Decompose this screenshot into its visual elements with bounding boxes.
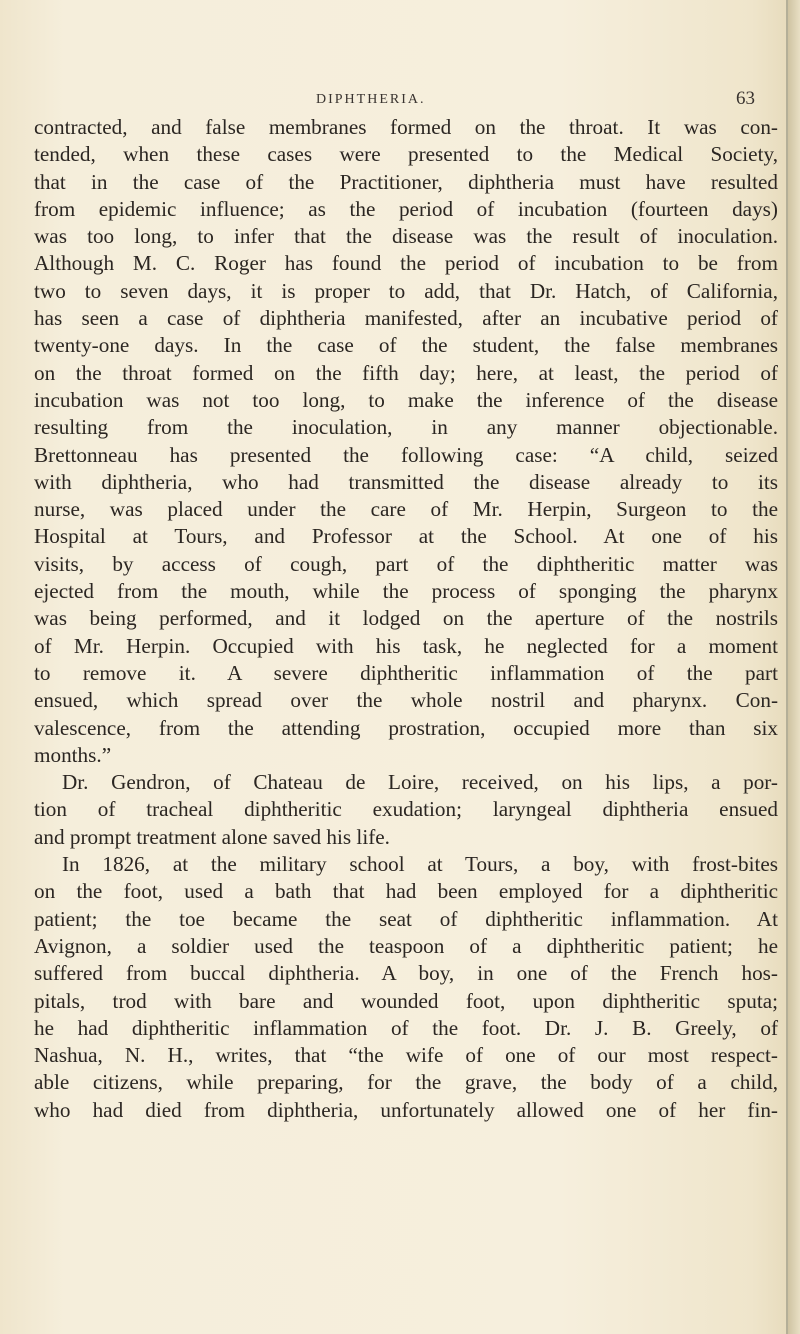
text-line: two to seven days, it is proper to add, that Dr. Hatch, of California, — [34, 278, 778, 303]
text-line: that in the case of the Practitioner, diphtheria must have resulted — [34, 169, 778, 194]
text-line: was too long, to infer that the disease was the result of inoculation. — [34, 224, 778, 249]
text-line: he had diphtheritic inflammation of the foot. Dr. J. B. Greely, of — [34, 1015, 778, 1040]
text-line: of Mr. Herpin. Occupied with his task, he neglected for a moment — [34, 633, 778, 658]
body-text — [34, 114, 778, 1124]
text-line: who had died from diphtheria, unfortunately allowed one of her fin- — [34, 1097, 778, 1122]
text-line: In 1826, at the military school at Tours, a boy, with frost-bites — [62, 852, 778, 877]
text-line: was being performed, and it lodged on the aperture of the nostrils — [34, 606, 778, 631]
text-line: suffered from buccal diphtheria. A boy, in one of the French hos- — [34, 961, 778, 986]
text-line: months.” — [34, 742, 112, 767]
page-edge-shadow — [788, 0, 800, 1334]
text-line: has seen a case of diphtheria manifested, after an incubative period of — [34, 306, 778, 331]
text-line: tended, when these cases were presented to the Medical Society, — [34, 142, 778, 167]
text-line: contracted, and false membranes formed on the throat. It was con- — [34, 115, 778, 139]
text-line: to remove it. A severe diphtheritic inflammation of the part — [34, 660, 778, 685]
text-line: Brettonneau has presented the following case: “A child, seized — [34, 442, 778, 467]
text-line: pitals, trod with bare and wounded foot, upon diphtheritic sputa; — [34, 988, 778, 1013]
page-header — [0, 88, 800, 112]
text-line: resulting from the inoculation, in any manner objectionable. — [34, 415, 778, 440]
text-line: Although M. C. Roger has found the period of incubation to be from — [34, 251, 778, 276]
text-line: visits, by access of cough, part of the diphtheritic matter was — [34, 551, 778, 576]
text-line: Avignon, a soldier used the teaspoon of a diphtheritic patient; he — [34, 933, 778, 958]
text-line: tion of tracheal diphtheritic exudation; laryngeal diphtheria ensued — [34, 797, 778, 822]
text-line: nurse, was placed under the care of Mr. Herpin, Surgeon to the — [34, 497, 778, 522]
text-line: on the foot, used a bath that had been employed for a diphtheritic — [34, 879, 778, 904]
text-line: twenty-one days. In the case of the student, the false membranes — [34, 333, 778, 358]
text-line: able citizens, while preparing, for the grave, the body of a child, — [34, 1070, 778, 1095]
text-line: Nashua, N. H., writes, that “the wife of one of our most respect- — [34, 1043, 778, 1068]
text-line: with diphtheria, who had transmitted the disease already to its — [34, 469, 778, 494]
text-line: Hospital at Tours, and Professor at the School. At one of his — [34, 524, 778, 549]
text-line: patient; the toe became the seat of diphtheritic inflammation. At — [34, 906, 778, 931]
text-line: valescence, from the attending prostration, occupied more than six — [34, 715, 778, 740]
page-number: 63 — [736, 88, 755, 109]
text-line: ejected from the mouth, while the process of sponging the pharynx — [34, 579, 778, 604]
text-line: on the throat formed on the fifth day; here, at least, the period of — [34, 360, 778, 385]
text-line: incubation was not too long, to make the inference of the disease — [34, 387, 778, 412]
running-head: DIPHTHERIA. — [316, 92, 426, 107]
text-line: Dr. Gendron, of Chateau de Loire, received, on his lips, a por- — [62, 770, 778, 795]
text-line: from epidemic influence; as the period of incubation (fourteen days) — [34, 196, 778, 221]
text-line: and prompt treatment alone saved his life. — [34, 824, 390, 849]
text-line: ensued, which spread over the whole nostril and pharynx. Con- — [34, 688, 778, 713]
